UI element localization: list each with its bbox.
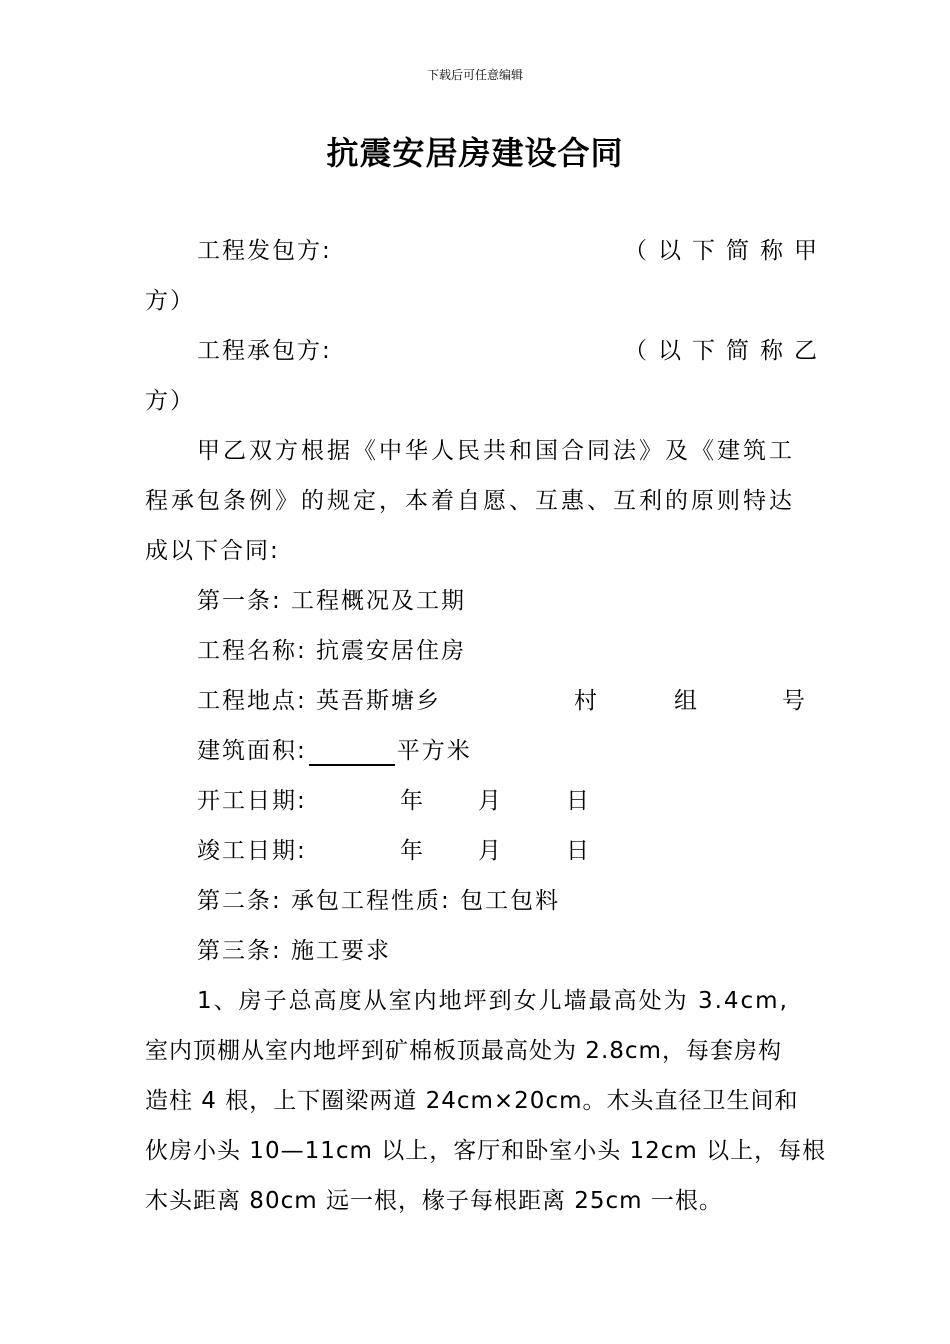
project-location-label: 工程地点: 英吾斯塘乡 — [197, 688, 442, 714]
project-location-number: 号 — [782, 688, 805, 714]
building-area-label: 建筑面积: — [197, 738, 307, 764]
requirement-1-line-3: 造柱 4 根，上下圈梁两道 24cm×20cm。木头直径卫生间和 — [145, 1088, 799, 1114]
party-b-wrap: 方） — [145, 388, 195, 414]
party-a-label: 工程发包方: — [197, 238, 332, 264]
start-date-day: 日 — [566, 788, 589, 814]
end-date-day: 日 — [566, 838, 589, 864]
project-location-group: 组 — [674, 688, 697, 714]
header-note: 下载后可任意编辑 — [426, 68, 523, 82]
intro-line-3: 成以下合同: — [145, 538, 280, 564]
start-date-label: 开工日期: — [197, 788, 307, 814]
building-area-unit: 平方米 — [396, 738, 472, 764]
project-location-village: 村 — [574, 688, 597, 714]
document-title: 抗震安居房建设合同 — [326, 134, 624, 172]
article-3-heading: 第三条: 施工要求 — [197, 938, 392, 964]
end-date-year: 年 — [400, 838, 423, 864]
party-a-wrap: 方） — [145, 288, 195, 314]
project-name: 工程名称: 抗震安居住房 — [197, 638, 467, 664]
start-date-month: 月 — [478, 788, 501, 814]
party-b-suffix: （以下简称乙 — [624, 338, 828, 364]
requirement-1-line-4: 伙房小头 10—11cm 以上，客厅和卧室小头 12cm 以上，每根 — [145, 1138, 827, 1164]
intro-line-1: 甲乙双方根据《中华人民共和国合同法》及《建筑工 — [197, 438, 795, 464]
intro-line-2: 程承包条例》的规定，本着自愿、互惠、互利的原则特达 — [145, 488, 795, 514]
article-1-heading: 第一条: 工程概况及工期 — [197, 588, 467, 614]
party-b-label: 工程承包方: — [197, 338, 332, 364]
article-2-heading: 第二条: 承包工程性质: 包工包料 — [197, 888, 561, 914]
start-date-year: 年 — [400, 788, 423, 814]
building-area-blank — [309, 740, 395, 766]
requirement-1-line-5: 木头距离 80cm 远一根，椽子每根距离 25cm 一根。 — [145, 1188, 723, 1214]
building-area — [197, 736, 472, 766]
party-a-suffix: （以下简称甲 — [624, 238, 828, 264]
requirement-1-line-2: 室内顶棚从室内地坪到矿棉板顶最高处为 2.8cm，每套房构 — [145, 1038, 782, 1064]
end-date-month: 月 — [478, 838, 501, 864]
end-date-label: 竣工日期: — [197, 838, 307, 864]
requirement-1-line-1: 1、房子总高度从室内地坪到女儿墙最高处为 3.4cm, — [197, 988, 789, 1014]
